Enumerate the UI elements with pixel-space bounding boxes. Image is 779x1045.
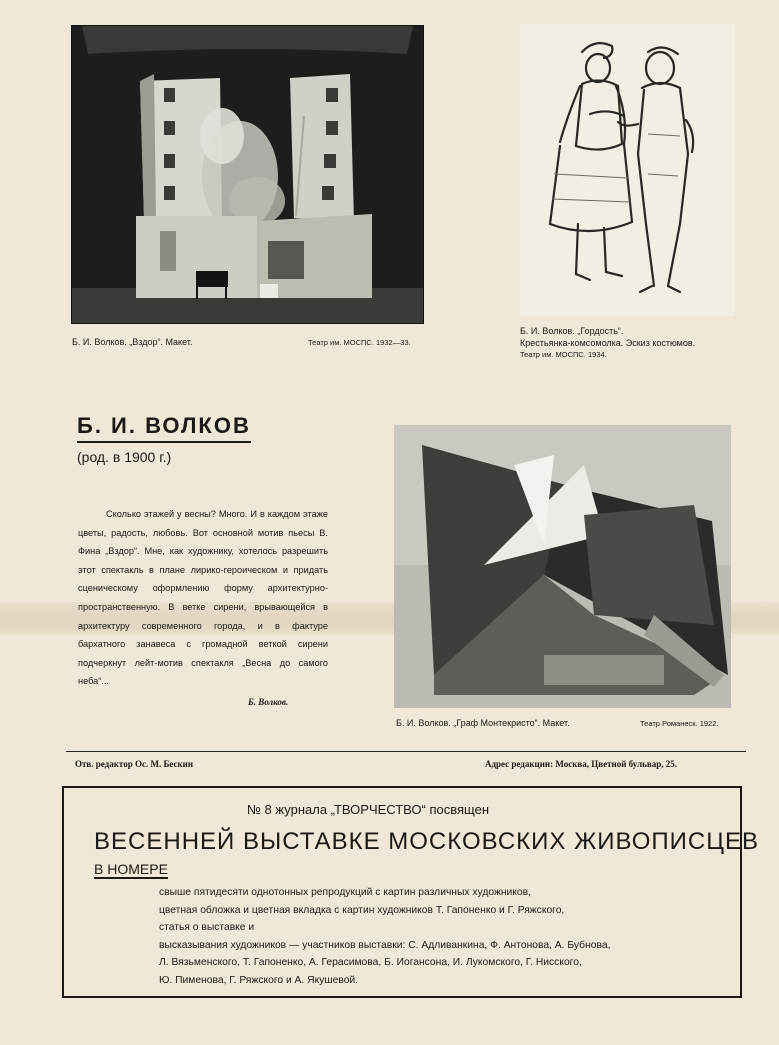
caption-gordost: [520, 325, 695, 361]
sails-model-illustration: [394, 425, 731, 708]
announcement-in-issue-label: В НОМЕРЕ: [94, 861, 168, 877]
announcement-item: свыше пятидесяти однотонных репродукций с картин различных художников,: [159, 887, 531, 898]
photo-montecristo-model: [394, 425, 731, 708]
caption-vzdor-title: Б. И. Волков. „Вздор“. Макет.: [72, 337, 193, 347]
footer-address: Адрес редакции: Москва, Цветной бульвар, 25.: [485, 759, 678, 769]
announcement-item: статья о выставке и: [159, 922, 255, 934]
caption-gordost-line1: Б. И. Волков. „Гордость“.: [520, 326, 624, 336]
announcement-item: цветная обложка и цветная вкладка с картин художников Т. Гапоненко и Г. Ряжского,: [159, 904, 565, 916]
caption-montecristo: Б. И. Волков. „Граф Монтекристо“. Макет.: [396, 718, 570, 728]
article-signature: Б. Волков.: [248, 697, 289, 707]
stage-model-illustration: [72, 26, 423, 323]
costume-sketch-illustration: [520, 24, 735, 316]
announcement-headline: ВЕСЕННЕЙ ВЫСТАВКЕ МОСКОВСКИХ ЖИВОПИСЦЕВ: [94, 828, 759, 855]
announcement-item: Л. Вязьменского, Т. Гапоненко, А. Герасимова, Б. Иогансона, И. Лукомского, Г. Нисского,: [159, 957, 582, 969]
caption-vzdor: [72, 336, 192, 348]
article-title: Б. И. ВОЛКОВ: [77, 413, 251, 443]
caption-gordost-line2: Крестьянка-комсомолка. Эскиз костюмов.: [520, 338, 696, 348]
announcement-items: [159, 884, 729, 990]
announcement-item: Ю. Пименова, Г. Ряжского и А. Якушевой.: [159, 974, 359, 986]
caption-gordost-line3: Театр им. МОСПС. 1934.: [520, 350, 607, 359]
caption-vzdor-theatre: Театр им. МОСПС. 1932—33.: [308, 338, 411, 347]
photo-vzdor-model: [71, 25, 424, 324]
announcement-box: [62, 786, 759, 998]
sketch-gordost-costumes: [520, 24, 735, 316]
footer-editor: Отв. редактор Ос. М. Бескин: [75, 759, 194, 769]
article-subtitle: (род. в 1900 г.): [77, 449, 172, 465]
footer-rule: [66, 751, 746, 752]
announcement-issue-line: № 8 журнала „ТВОРЧЕСТВО“ посвящен: [247, 802, 489, 817]
caption-montecristo-theatre: Театр Романеск. 1922.: [640, 719, 719, 728]
article-body: Сколько этажей у весны? Много. И в каждом этаже цветы, радость, любовь. Вот основной мотив пьесы В. Фина „Вздор“. Мне, как художнику, хотелось разрешить этот спектакль в плане лирико-героическом и придать сценическому оформлению форму архитектурно-пространственную. В ветке сирени, врывающейся в архитектуру современного города, и в фактуре бархатного занавеса с громадной веткой сирени подчеркнут лейт-мотив спектакля „Весна до самого неба“...: [78, 509, 328, 687]
announcement-item: высказывания художников — участников выставки: С. Адливанкина, Ф. Антонова, А. Бубнова,: [159, 939, 611, 951]
